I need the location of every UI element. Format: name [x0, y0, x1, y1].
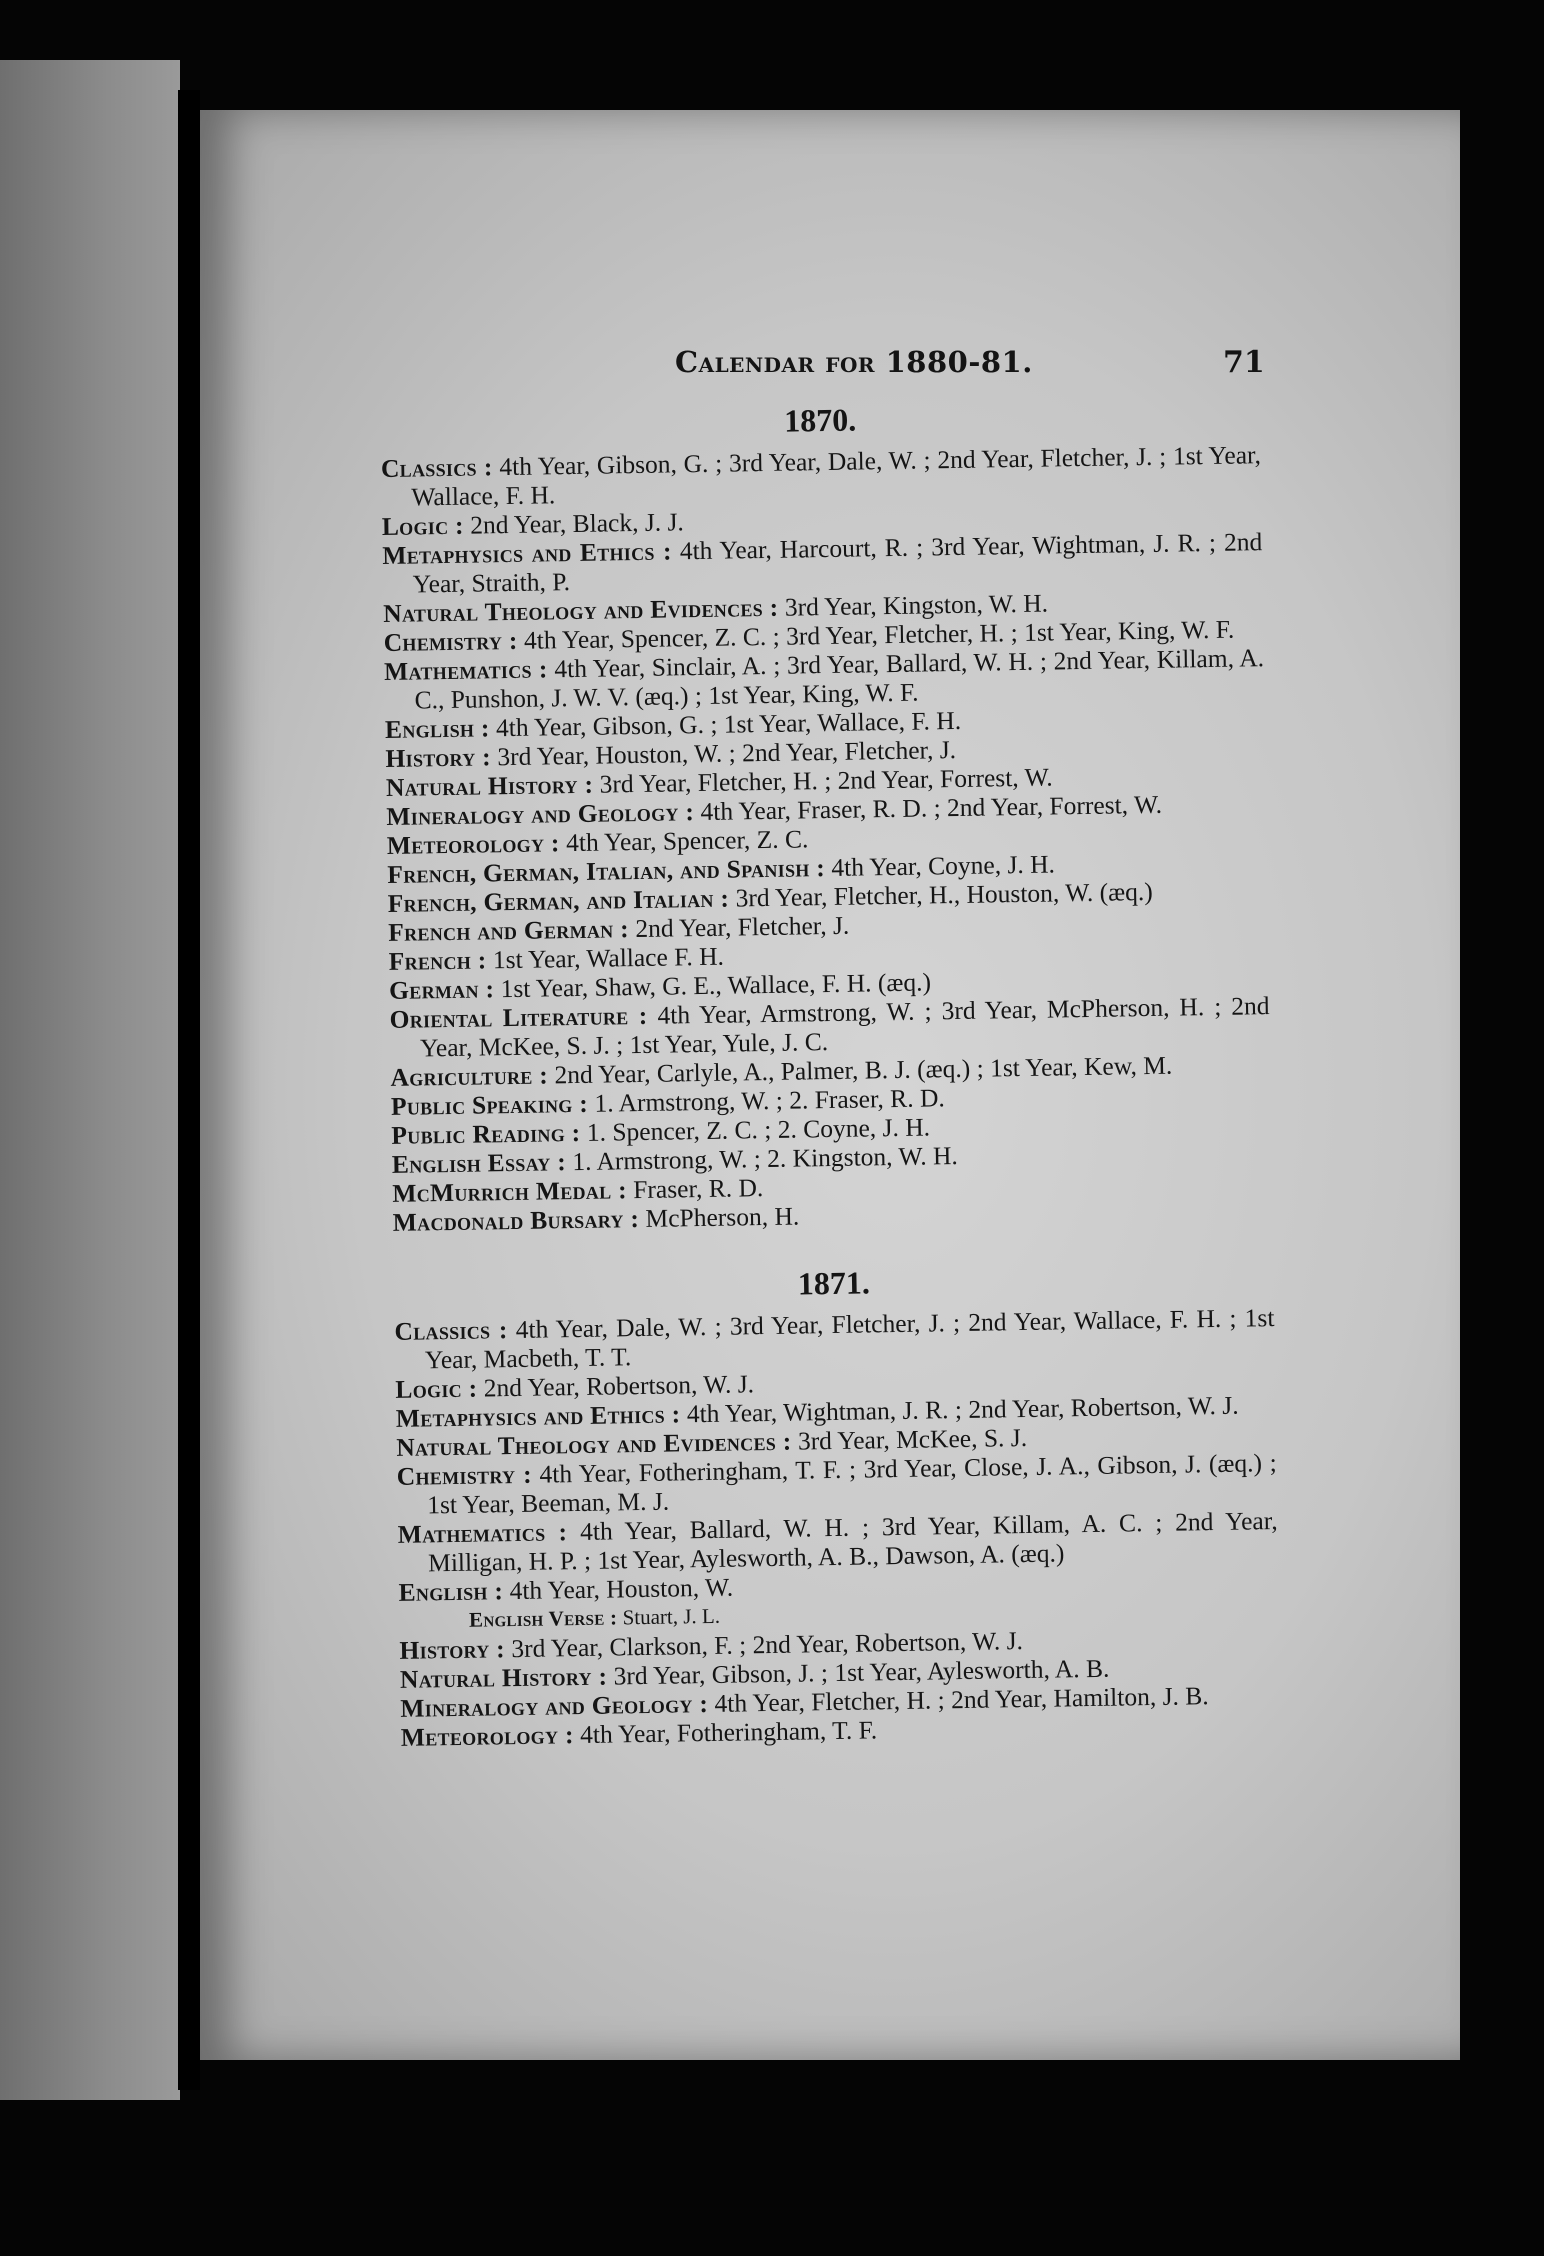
year-heading: 1870.: [783, 401, 857, 439]
entry-text: 1st Year, Shaw, G. E., Wallace, F. H. (æq.): [500, 967, 932, 1004]
entry-text: 4th Year, Wightman, J. R. ; 2nd Year, Robertson, W. J.: [686, 1390, 1239, 1429]
entry-text: 3rd Year, Kingston, W. H.: [784, 588, 1049, 622]
subject-label: Chemistry :: [396, 1459, 533, 1491]
entry-text: 3rd Year, Gibson, J. ; 1st Year, Aylesworth, A. B.: [613, 1653, 1110, 1691]
entry-text: 1. Spencer, Z. C. ; 2. Coyne, J. H.: [586, 1112, 931, 1147]
page-body: [380, 394, 1281, 1752]
subject-label: Classics :: [394, 1315, 508, 1346]
entry-text: 4th Year, Houston, W.: [509, 1572, 734, 1606]
subject-label: Meteorology :: [400, 1720, 574, 1752]
subject-label: Logic :: [381, 510, 465, 541]
page-header: [675, 345, 1275, 395]
entry-text: 4th Year, Fotheringham, T. F.: [579, 1715, 878, 1750]
subject-label: Metaphysics and Ethics :: [395, 1399, 681, 1433]
book-gutter: [178, 90, 200, 2090]
facing-page-edge: [0, 60, 180, 2100]
subject-label: History :: [399, 1634, 506, 1665]
subject-label: Mathematics :: [383, 654, 548, 686]
subject-label: Meteorology :: [386, 828, 560, 860]
running-head: Calendar for 1880-81.: [675, 345, 1033, 379]
subject-label: Macdonald Bursary :: [392, 1204, 640, 1237]
entry-text: 4th Year, Ballard, W. H. ; 3rd Year, Killam, A. C. ; 2nd Year, Milligan, H. P. ; 1st Year, Aylesworth, A. B., Dawson, A. (æq.): [427, 1506, 1278, 1578]
entry-text: 4th Year, Spencer, Z. C. ; 3rd Year, Fletcher, H. ; 1st Year, King, W. F.: [523, 614, 1235, 655]
subject-label: Chemistry :: [383, 625, 518, 657]
subject-label: Natural History :: [385, 769, 594, 802]
subject-label: Mineralogy and Geology :: [386, 797, 695, 831]
entry-text: Stuart, J. L.: [622, 1603, 721, 1630]
entry-text: 4th Year, Spencer, Z. C.: [565, 824, 809, 858]
entry-text: McPherson, H.: [645, 1201, 800, 1233]
entry-text: 4th Year, Fotheringham, T. F. ; 3rd Year, Close, J. A., Gibson, J. (æq.) ; 1st Year, Beeman, M. J.: [427, 1448, 1277, 1520]
subject-label: History :: [385, 742, 492, 773]
subject-label: Agriculture :: [390, 1060, 549, 1092]
entry-text: 4th Year, Harcourt, R. ; 3rd Year, Wightman, J. R. ; 2nd Year, Straith, P.: [412, 527, 1263, 599]
subject-label: English Essay :: [391, 1147, 567, 1179]
subject-label: French and German :: [388, 914, 630, 947]
entry-text: 4th Year, Fletcher, H. ; 2nd Year, Hamilton, J. B.: [714, 1681, 1209, 1718]
subject-label: Metaphysics and Ethics :: [382, 536, 673, 570]
entry-text: 4th Year, Gibson, G. ; 3rd Year, Dale, W. ; 2nd Year, Fletcher, J. ; 1st Year, Wallace, F. H.: [411, 440, 1262, 512]
subject-label: French, German, and Italian :: [387, 883, 730, 918]
entry-text: 3rd Year, Clarkson, F. ; 2nd Year, Robertson, W. J.: [511, 1626, 1024, 1664]
entry-text: 2nd Year, Black, J. J.: [469, 507, 685, 540]
subject-label: Logic :: [395, 1373, 478, 1404]
subject-label: Natural Theology and Evidences :: [383, 592, 779, 628]
entry-text: 2nd Year, Carlyle, A., Palmer, B. J. (æq.) ; 1st Year, Kew, M.: [554, 1050, 1173, 1090]
subject-label: McMurrich Medal :: [392, 1175, 628, 1208]
entry-text: 2nd Year, Robertson, W. J.: [483, 1369, 755, 1403]
page-number: 71: [1223, 345, 1265, 380]
subject-label: Classics :: [380, 452, 493, 483]
subject-label: French :: [388, 945, 487, 976]
entry-text: 1st Year, Wallace F. H.: [492, 941, 725, 975]
subject-label: Mineralogy and Geology :: [400, 1689, 709, 1723]
entry-text: 4th Year, Dale, W. ; 3rd Year, Fletcher, J. ; 2nd Year, Wallace, F. H. ; 1st Year, Macbeth, T. T.: [424, 1303, 1275, 1375]
subject-label: English :: [384, 713, 490, 744]
entry-text: 1. Armstrong, W. ; 2. Fraser, R. D.: [594, 1083, 945, 1118]
entry-text: 3rd Year, McKee, S. J.: [797, 1422, 1028, 1456]
entry-text: 4th Year, Fraser, R. D. ; 2nd Year, Forrest, W.: [700, 789, 1163, 827]
subject-label: Natural Theology and Evidences :: [396, 1426, 792, 1462]
subject-label: German :: [388, 974, 495, 1005]
entry-text: 3rd Year, Fletcher, H., Houston, W. (æq.): [735, 876, 1154, 913]
entry-text: 1. Armstrong, W. ; 2. Kingston, W. H.: [572, 1141, 958, 1177]
entry-text: 4th Year, Gibson, G. ; 1st Year, Wallace, F. H.: [495, 705, 962, 743]
subject-label: English Verse :: [468, 1605, 618, 1632]
subject-label: Public Speaking :: [390, 1088, 589, 1121]
entry-text: 3rd Year, Fletcher, H. ; 2nd Year, Forrest, W.: [599, 762, 1053, 799]
entry-text: 4th Year, Armstrong, W. ; 3rd Year, McPherson, H. ; 2nd Year, McKee, S. J. ; 1st Year, Yule, J. C.: [419, 991, 1270, 1063]
subject-label: Natural History :: [399, 1661, 608, 1694]
subject-label: Mathematics :: [397, 1517, 568, 1549]
entry-text: 4th Year, Coyne, J. H.: [831, 849, 1056, 882]
subject-label: Oriental Literature :: [389, 1000, 648, 1034]
entry-text: 4th Year, Sinclair, A. ; 3rd Year, Ballard, W. H. ; 2nd Year, Killam, A. C., Punshon, J. W. V. (æq.) ; 1st Year, King, W. F.: [414, 643, 1265, 715]
subject-label: Public Reading :: [391, 1117, 581, 1150]
subject-label: French, German, Italian, and Spanish :: [387, 853, 826, 889]
entry-text: 2nd Year, Fletcher, J.: [635, 910, 850, 944]
year-heading: 1871.: [797, 1264, 871, 1302]
entry-text: Fraser, R. D.: [633, 1173, 764, 1205]
subject-label: English :: [398, 1576, 504, 1607]
entry-text: 3rd Year, Houston, W. ; 2nd Year, Fletcher, J.: [497, 734, 957, 772]
